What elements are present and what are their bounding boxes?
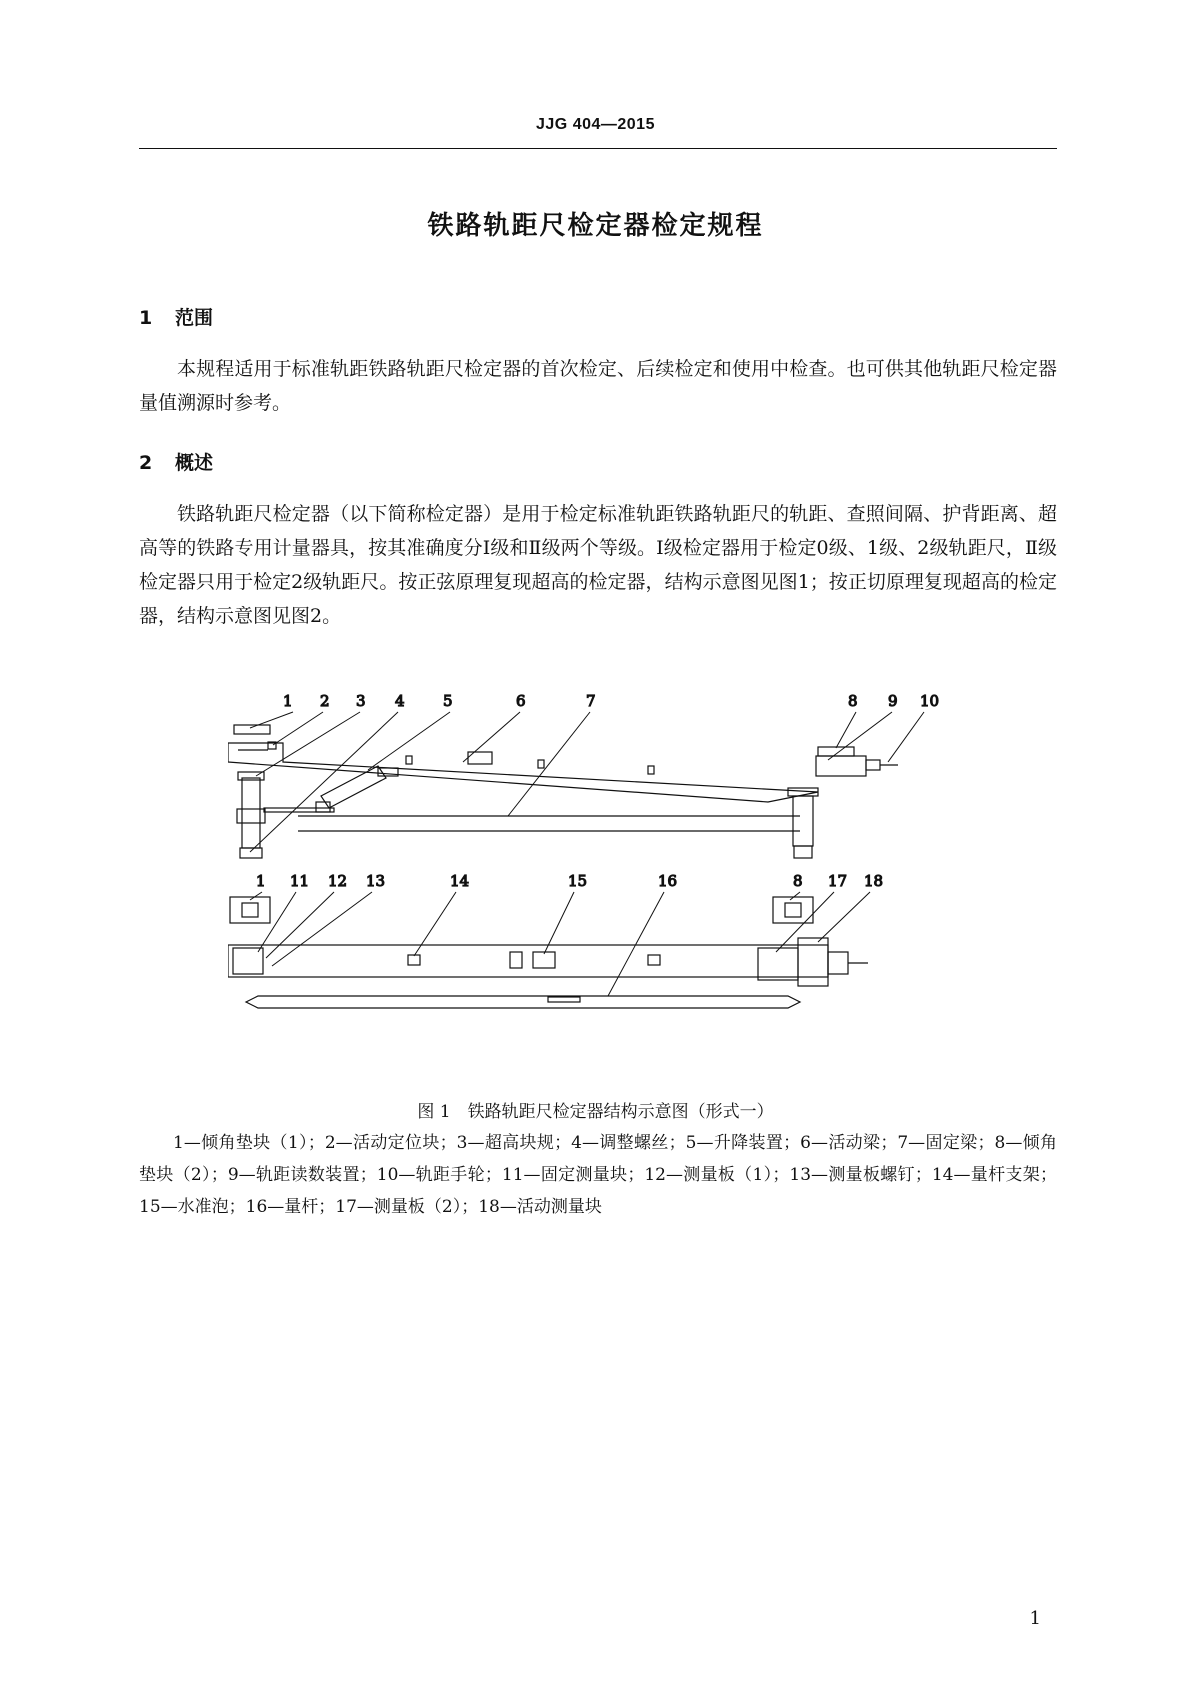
section-1-paragraph: 本规程适用于标准轨距铁路轨距尺检定器的首次检定、后续检定和使用中检查。也可供其他轨距尺检定器量值溯源时参考。 <box>139 358 1057 414</box>
label-top-7: 7 <box>586 692 596 710</box>
section-1-title: 范围 <box>175 307 214 329</box>
label-bottom-15: 15 <box>568 872 588 890</box>
side-view-drawing <box>228 725 898 858</box>
label-bottom-12: 12 <box>328 872 348 890</box>
page-number: 1 <box>1029 1608 1041 1629</box>
label-top-10: 10 <box>920 692 940 710</box>
top-view-labels <box>283 692 939 710</box>
label-top-9: 9 <box>888 692 898 710</box>
section-2-heading <box>139 448 213 475</box>
label-bottom-14: 14 <box>450 872 470 890</box>
page-header-code: JJG 404—2015 <box>536 116 655 133</box>
leader-lines <box>250 712 924 996</box>
figure-1-legend: 1—倾角垫块（1）；2—活动定位块；3—超高块规；4—调整螺丝；5—升降装置；6—活动梁；7—固定梁；8—倾角垫块（2）；9—轨距读数装置；10—轨距手轮；11—固定测量块；12—测量板（1）；13—测量板螺钉；14—量杆支架；15—水准泡；16—量杆；17—测量板（2）；18—活动测量块 <box>139 1133 1057 1217</box>
label-bottom-11: 11 <box>290 872 310 890</box>
document-title: 铁路轨距尺检定器检定规程 <box>427 211 764 241</box>
label-bottom-8: 8 <box>793 872 803 890</box>
label-bottom-17: 17 <box>828 872 848 890</box>
label-top-2: 2 <box>320 692 330 710</box>
label-top-4: 4 <box>395 692 405 710</box>
label-top-8: 8 <box>848 692 858 710</box>
label-bottom-18: 18 <box>864 872 884 890</box>
bottom-view-labels <box>256 872 883 890</box>
section-1-number: 1 <box>139 307 153 329</box>
label-bottom-1: 1 <box>256 872 266 890</box>
label-top-3: 3 <box>356 692 366 710</box>
section-2-number: 2 <box>139 452 153 474</box>
figure-1-caption: 图 1 铁路轨距尺检定器结构示意图（形式一） <box>417 1102 774 1122</box>
section-2-paragraph: 铁路轨距尺检定器（以下简称检定器）是用于检定标准轨距铁路轨距尺的轨距、查照间隔、护背距离、超高等的铁路专用计量器具，按其准确度分Ⅰ级和Ⅱ级两个等级。Ⅰ级检定器用于检定0级、1级、2级轨距尺，Ⅱ级检定器只用于检定2级轨距尺。按正弦原理复现超高的检定器，结构示意图见图1；按正切原理复现超高的检定器，结构示意图见图2。 <box>139 503 1057 627</box>
top-view-drawing <box>228 897 868 1008</box>
label-top-6: 6 <box>516 692 526 710</box>
structure-diagram-svg <box>228 690 968 1070</box>
header-rule <box>139 148 1057 149</box>
label-bottom-16: 16 <box>658 872 678 890</box>
label-top-1: 1 <box>283 692 293 710</box>
section-2-title: 概述 <box>175 452 214 474</box>
section-1-heading <box>139 303 213 330</box>
label-bottom-13: 13 <box>366 872 386 890</box>
label-top-5: 5 <box>443 692 453 710</box>
figure-1-structure-diagram <box>228 690 968 1070</box>
